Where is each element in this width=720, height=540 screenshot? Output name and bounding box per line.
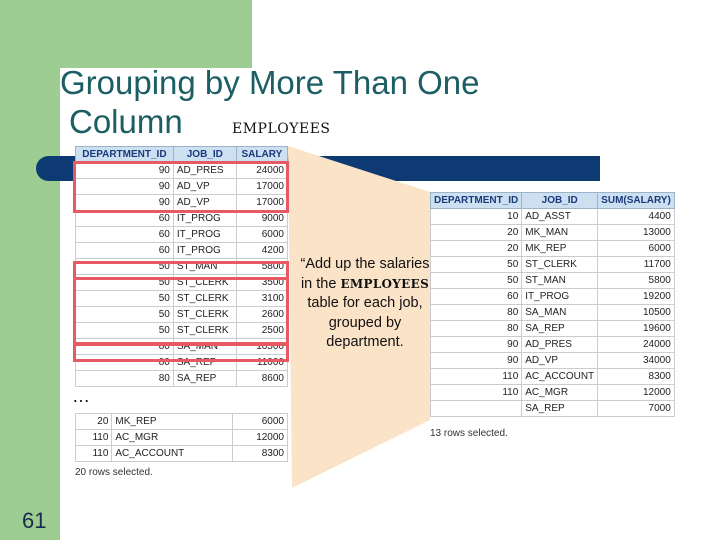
table-cell: 4400 <box>598 209 675 225</box>
table-cell: 50 <box>431 257 522 273</box>
table-row <box>76 446 288 462</box>
employees-table-tail <box>75 413 288 462</box>
table-cell: 12000 <box>598 385 675 401</box>
table-cell: 80 <box>431 321 522 337</box>
table-cell: 20 <box>431 241 522 257</box>
column-header: JOB_ID <box>173 147 236 163</box>
table-cell: 110 <box>431 369 522 385</box>
table-cell: 110 <box>431 385 522 401</box>
table-cell: 17000 <box>236 179 287 195</box>
highlight-box-sa-man <box>73 343 289 362</box>
result-table <box>430 192 675 417</box>
slide-number: 61 <box>22 508 47 533</box>
table-cell: SA_REP <box>173 355 236 371</box>
table-cell: 6000 <box>236 227 287 243</box>
table-cell: 3100 <box>236 291 287 307</box>
table-row <box>431 241 675 257</box>
table-row <box>431 385 675 401</box>
table-cell: SA_REP <box>173 371 236 387</box>
column-header: SALARY <box>236 147 287 163</box>
table-row <box>76 371 288 387</box>
table-row <box>431 289 675 305</box>
table-cell: AD_VP <box>173 195 236 211</box>
table-cell: 80 <box>431 305 522 321</box>
table-cell: AC_MGR <box>522 385 598 401</box>
table-cell: 8600 <box>236 371 287 387</box>
callout-table-name: EMPLOYEES <box>340 276 430 291</box>
table-cell: 8300 <box>598 369 675 385</box>
table-cell: AD_PRES <box>173 163 236 179</box>
employees-rows-selected: 20 rows selected. <box>75 467 153 478</box>
table-cell: 50 <box>76 275 174 291</box>
table-cell: AD_PRES <box>522 337 598 353</box>
table-cell: 50 <box>76 291 174 307</box>
highlight-box-dept90 <box>73 161 289 213</box>
table-cell: 13000 <box>598 225 675 241</box>
column-header: DEPARTMENT_ID <box>431 193 522 209</box>
table-row <box>431 257 675 273</box>
slide-title-line1: Grouping by More Than One <box>60 64 480 101</box>
highlight-box-st-clerk <box>73 277 289 345</box>
column-header: SUM(SALARY) <box>598 193 675 209</box>
table-row <box>431 225 675 241</box>
table-cell: 8300 <box>232 446 287 462</box>
table-cell: 80 <box>76 371 174 387</box>
table-cell: 90 <box>76 163 174 179</box>
table-cell: 17000 <box>236 195 287 211</box>
table-cell: IT_PROG <box>522 289 598 305</box>
table-cell: 90 <box>431 353 522 369</box>
table-cell: 6000 <box>598 241 675 257</box>
table-cell: SA_REP <box>522 401 598 417</box>
table-row <box>431 337 675 353</box>
table-cell: 60 <box>431 289 522 305</box>
callout-part2: table for each job, grouped by department. <box>307 295 423 350</box>
ellipsis: … <box>72 386 90 406</box>
table-cell: 9000 <box>236 211 287 227</box>
slide-title-table-name: EMPLOYEES <box>232 121 331 137</box>
table-cell: MK_REP <box>522 241 598 257</box>
table-cell: AC_MGR <box>112 430 232 446</box>
table-row <box>76 430 288 446</box>
table-cell: 34000 <box>598 353 675 369</box>
table-cell: 11000 <box>236 355 287 371</box>
table-cell: ST_CLERK <box>522 257 598 273</box>
table-cell: IT_PROG <box>173 211 236 227</box>
table-cell: 10500 <box>598 305 675 321</box>
table-cell: IT_PROG <box>173 227 236 243</box>
table-row <box>431 321 675 337</box>
table-cell: 80 <box>76 339 174 355</box>
table-cell: 2600 <box>236 307 287 323</box>
table-cell: 110 <box>76 430 112 446</box>
table-cell: 5800 <box>236 259 287 275</box>
table-cell: 110 <box>76 446 112 462</box>
table-cell: 2500 <box>236 323 287 339</box>
table-cell: 50 <box>76 307 174 323</box>
table-cell: 50 <box>431 273 522 289</box>
table-cell: 60 <box>76 243 174 259</box>
table-row <box>431 353 675 369</box>
table-cell: MK_MAN <box>522 225 598 241</box>
table-cell: 7000 <box>598 401 675 417</box>
table-cell: AD_ASST <box>522 209 598 225</box>
table-cell: 60 <box>76 227 174 243</box>
column-header: JOB_ID <box>522 193 598 209</box>
table-cell: 19600 <box>598 321 675 337</box>
table-cell: SA_REP <box>522 321 598 337</box>
table-cell: 3500 <box>236 275 287 291</box>
table-cell: 24000 <box>236 163 287 179</box>
table-row <box>76 227 288 243</box>
table-cell: 20 <box>76 414 112 430</box>
table-cell: MK_REP <box>112 414 232 430</box>
table-cell: AC_ACCOUNT <box>522 369 598 385</box>
table-cell: 60 <box>76 211 174 227</box>
table-cell: 10500 <box>236 339 287 355</box>
table-cell: 11700 <box>598 257 675 273</box>
table-cell: 5800 <box>598 273 675 289</box>
table-row <box>76 243 288 259</box>
table-row <box>431 305 675 321</box>
table-cell: ST_MAN <box>173 259 236 275</box>
result-rows-selected: 13 rows selected. <box>430 428 508 439</box>
table-cell: AD_VP <box>522 353 598 369</box>
table-row <box>431 401 675 417</box>
table-cell: ST_MAN <box>522 273 598 289</box>
callout-text <box>298 255 432 353</box>
table-row <box>431 369 675 385</box>
table-row <box>431 273 675 289</box>
table-cell: ST_CLERK <box>173 323 236 339</box>
table-cell: 6000 <box>232 414 287 430</box>
table-cell: AD_VP <box>173 179 236 195</box>
table-cell: 90 <box>76 179 174 195</box>
table-cell: 50 <box>76 323 174 339</box>
column-header: DEPARTMENT_ID <box>76 147 174 163</box>
table-row <box>76 414 288 430</box>
table-cell: 90 <box>76 195 174 211</box>
table-cell: 24000 <box>598 337 675 353</box>
table-cell: 10 <box>431 209 522 225</box>
table-cell: 12000 <box>232 430 287 446</box>
table-row <box>431 209 675 225</box>
table-cell: IT_PROG <box>173 243 236 259</box>
table-cell: ST_CLERK <box>173 291 236 307</box>
table-cell <box>431 401 522 417</box>
table-cell: 20 <box>431 225 522 241</box>
table-cell: ST_CLERK <box>173 307 236 323</box>
table-cell: SA_MAN <box>522 305 598 321</box>
table-cell: 19200 <box>598 289 675 305</box>
table-cell: ST_CLERK <box>173 275 236 291</box>
table-cell: 4200 <box>236 243 287 259</box>
table-cell: 80 <box>76 355 174 371</box>
table-cell: 90 <box>431 337 522 353</box>
slide-title-line2: Column <box>69 103 183 140</box>
table-cell: AC_ACCOUNT <box>112 446 232 462</box>
callout-part1: “Add up the salaries in the <box>300 256 430 292</box>
table-cell: 50 <box>76 259 174 275</box>
table-cell: SA_MAN <box>173 339 236 355</box>
